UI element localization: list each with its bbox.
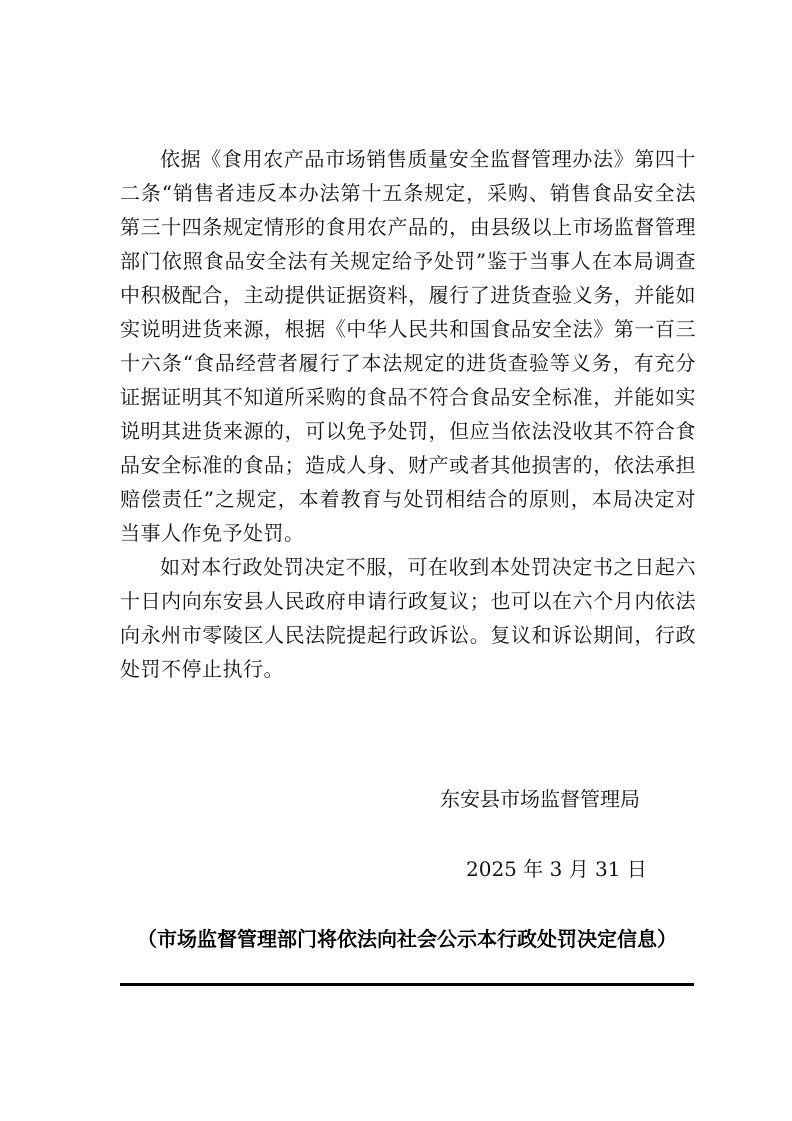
legal-basis-paragraph: 依据《食用农产品市场销售质量安全监督管理办法》第四十二条“销售者违反本办法第十五条规定，采购、销售食品安全法第三十四条规定情形的食用农产品的，由县级以上市场监督管理部门依照食品安全法有关规定给予处罚”鉴于当事人在本局调查中积极配合，主动提供证据资料，履行了进货查验义务，并能如实说明进货来源，根据《中华人民共和国食品安全法》第一百三十六条“食品经营者履行了本法规定的进货查验等义务，有充分证据证明其不知道所采购的食品不符合食品安全标准，并能如实说明其进货来源的，可以免予处罚，但应当依法没收其不符合食品安全标准的食品；造成人身、财产或者其他损害的，依法承担赔偿责任”之规定，本着教育与处罚相结合的原则，本局决定对当事人作免予处罚。: [120, 147, 696, 545]
decision-body: [120, 142, 696, 686]
bottom-divider: [120, 983, 694, 986]
publicity-notice: （市场监督管理部门将依法向社会公示本行政处罚决定信息）: [137, 927, 677, 951]
issue-date: 2025 年 3 月 31 日: [466, 857, 647, 881]
appeal-rights-paragraph: 如对本行政处罚决定不服，可在收到本处罚决定书之日起六十日内向东安县人民政府申请行政复议；也可以在六个月内依法向永州市零陵区人民法院提起行政诉讼。复议和诉讼期间，行政处罚不停止执行。: [120, 555, 696, 681]
issuing-authority: 东安县市场监督管理局: [440, 787, 640, 811]
